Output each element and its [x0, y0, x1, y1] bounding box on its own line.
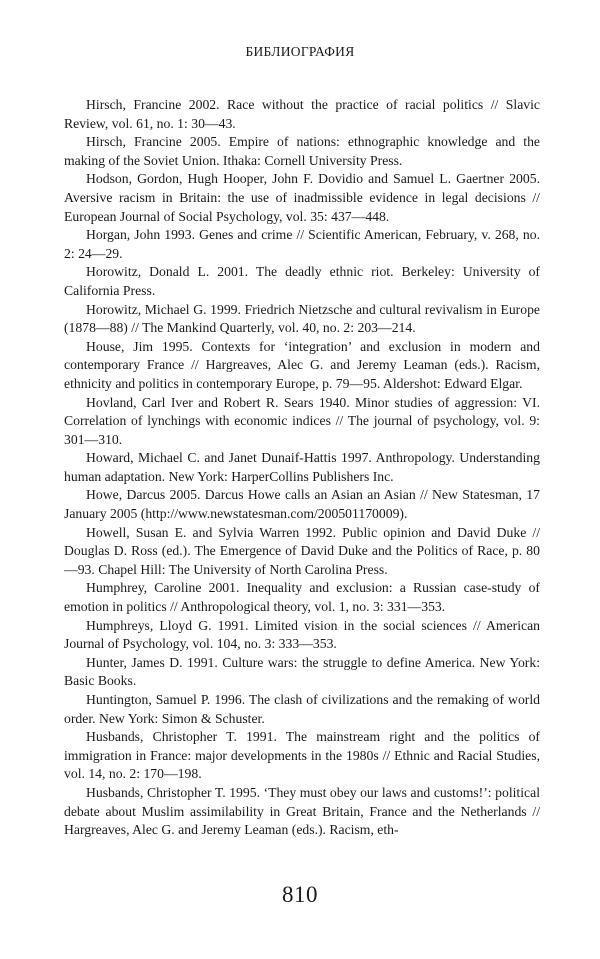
- bibliography-entry: Howell, Susan E. and Sylvia Warren 1992. Public opinion and David Duke // Douglas D. Ross (ed.). The Emergence of David Duke and the Politics of Race, p. 80—93. Chapel Hill: The University of North Carolina Press.: [64, 524, 540, 577]
- bibliography-entry: Hirsch, Francine 2002. Race without the practice of racial politics // Slavic Review, vol. 61, no. 1: 30—43.: [64, 97, 540, 131]
- bibliography-entry: Hovland, Carl Iver and Robert R. Sears 1940. Minor studies of aggression: VI. Correlation of lynchings with economic indices // The journal of psychology, vol. 9: 301—310.: [64, 394, 540, 447]
- running-head: БИБЛИОГРАФИЯ: [245, 44, 355, 59]
- bibliography-entry: Howe, Darcus 2005. Darcus Howe calls an Asian an Asian // New Statesman, 17 January 2005 (http://www.newstatesman.com/200501170009).: [64, 487, 540, 522]
- bibliography-entry: Horowitz, Michael G. 1999. Friedrich Nietzsche and cultural revivalism in Europe (1878—88) // The Mankind Quarterly, vol. 40, no. 2: 203—214.: [64, 301, 540, 336]
- bibliography-entry: Horowitz, Donald L. 2001. The deadly ethnic riot. Berkeley: University of California Press.: [64, 264, 540, 298]
- bibliography-entry: Humphreys, Lloyd G. 1991. Limited vision in the social sciences // American Journal of Psychology, vol. 104, no. 3: 333—353.: [64, 617, 540, 652]
- bibliography-entry: Howard, Michael C. and Janet Dunaif-Hattis 1997. Anthropology. Understanding human adaptation. New York: HarperCollins Publishers Inc.: [64, 450, 540, 484]
- bibliography-entry: House, Jim 1995. Contexts for ‘integration’ and exclusion in modern and contemporary France // Hargreaves, Alec G. and Jeremy Leaman (eds.). Racism, ethnicity and politics in contemporary Europe, p. 79—95. Aldershot: Edward Elgar.: [64, 338, 540, 391]
- bibliography-entry: Hunter, James D. 1991. Culture wars: the struggle to define America. New York: Basic Books.: [64, 654, 540, 689]
- bibliography-entry: Huntington, Samuel P. 1996. The clash of civilizations and the remaking of world order. New York: Simon & Schuster.: [64, 692, 540, 726]
- bibliography-entry: Husbands, Christopher T. 1995. ‘They must obey our laws and customs!’: political debate about Muslim assimilability in Great Britain, France and the Netherlands // Hargreaves, Alec G. and Jeremy Leaman (eds.). Racism, eth-: [64, 784, 540, 838]
- bibliography-list: [64, 96, 540, 840]
- bibliography-entry: Hodson, Gordon, Hugh Hooper, John F. Dovidio and Samuel L. Gaertner 2005. Aversive racism in Britain: the use of inadmissible evidence in legal decisions // European Journal of Social Psychology, vol. 35: 437—448.: [64, 171, 540, 224]
- bibliography-entry: Humphrey, Caroline 2001. Inequality and exclusion: a Russian case-study of emotion in politics // Anthropological theory, vol. 1, no. 3: 331—353.: [64, 580, 540, 615]
- bibliography-entry: Hirsch, Francine 2005. Empire of nations: ethnographic knowledge and the making of the Soviet Union. Ithaka: Cornell University Press.: [64, 134, 540, 168]
- page-number: 810: [282, 882, 318, 907]
- bibliography-entry: Horgan, John 1993. Genes and crime // Scientific American, February, v. 268, no. 2: 24—29.: [64, 227, 540, 261]
- bibliography-entry: Husbands, Christopher T. 1991. The mainstream right and the politics of immigration in France: major developments in the 1980s // Ethnic and Racial Studies, vol. 14, no. 2: 170—198.: [64, 729, 540, 782]
